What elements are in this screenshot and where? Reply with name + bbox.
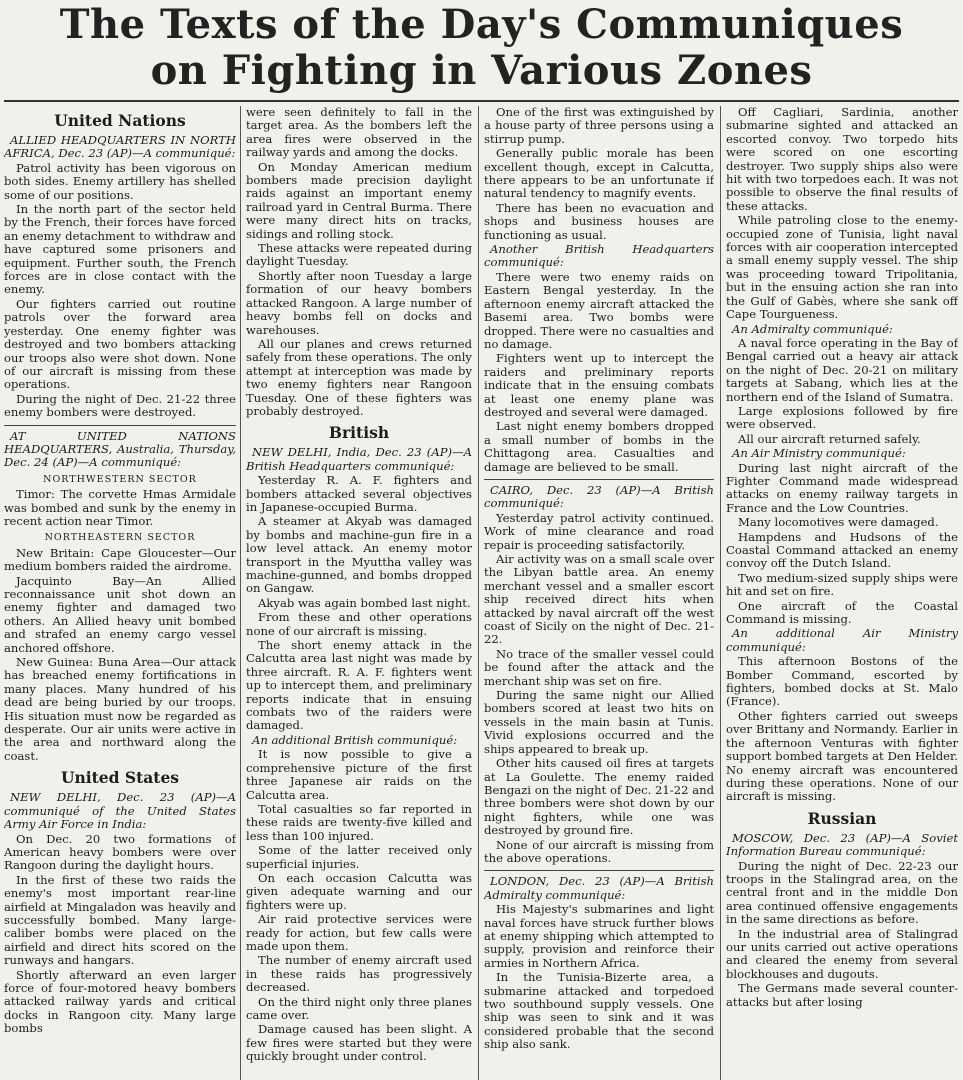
dateline: MOSCOW, Dec. 23 (AP)—A Soviet Information Bureau communiqué: (726, 830, 958, 859)
dateline: LONDON, Dec. 23 (AP)—A British Admiralty communiqué: (484, 874, 714, 902)
paragraph: A naval force operating in the Bay of Bengal carried out a heavy air attack on the night of Dec. 20-21 on military targets at Sabang, which lies at the northern end of the Island of Sumatra. (726, 335, 958, 404)
dateline: NEW DELHI, Dec. 23 (AP)—A communiqué of the United States Army Air Force in India: (4, 790, 236, 832)
paragraph: On Dec. 20 two formations of American heavy bombers were over Rangoon during the daylight hours. (4, 831, 236, 873)
paragraph: Jacquinto Bay—An Allied reconnaissance unit shot down an enemy fighter and damaged two others. An Allied heavy unit bombed and strafed an enemy cargo vessel anchored offshore. (4, 573, 236, 655)
headline-line-2: on Fighting in Various Zones (150, 47, 813, 94)
paragraph: During the same night our Allied bombers scored at least two hits on vessels in the main basin at Tunis. Vivid explosions occurred and the ships appeared to break up. (484, 688, 714, 756)
paragraph: Shortly after noon Tuesday a large formation of our heavy bombers attacked Rangoon. A large number of heavy bombs fell on docks and warehouses. (246, 268, 472, 337)
paragraph: A steamer at Akyab was damaged by bombs and machine-gun fire in a low level attack. An enemy motor transport in the Myuttha valley was machine-gunned, and bombs dropped on Gangaw. (246, 514, 472, 596)
column-1 (4, 106, 236, 1080)
section-heading: Russian (807, 808, 877, 828)
dateline: An additional British communiqué: (252, 732, 458, 747)
paragraph: Yesterday patrol activity continued. Work of mine clearance and road repair is proceeding satisfactorily. (484, 510, 714, 552)
section-heading: United Nations (54, 111, 186, 130)
paragraph: His Majesty's submarines and light naval forces have struck further blows at enemy shipping which attempted to supply, provision and reinforce their armies in Northern Africa. (484, 902, 714, 970)
headline-rule (4, 100, 959, 102)
paragraph: Generally public morale has been excellent though, except in Calcutta, there appears to be an unfortunate if natural tendency to magnify events. (484, 146, 714, 201)
column-divider (478, 106, 479, 1080)
section-heading: British (328, 423, 390, 443)
paragraph: Our fighters carried out routine patrols over the forward area yesterday. One enemy fighter was destroyed and two bombers attacking our troops also were shot down. None of our aircraft is missing from these operations. (4, 296, 236, 392)
paragraph: In the industrial area of Stalingrad our units carried out active operations and cleared the enemy from several blockhouses and dugouts. (726, 926, 958, 981)
paragraph: There were two enemy raids on Eastern Bengal yesterday. In the afternoon enemy aircraft attacked the Basemi area. Two bombs were dropped. There were no casualties and no damage. (484, 269, 714, 351)
paragraph: No trace of the smaller vessel could be found after the attack and the merchant ship was set on fire. (484, 646, 714, 688)
paragraph: The Germans made several counter-attacks but after losing (726, 981, 958, 1009)
dateline: CAIRO, Dec. 23 (AP)—A British communiqué: (484, 482, 714, 511)
paragraph: In the Tunisia-Bizerte area, a submarine attacked and torpedoed two southbound supply vessels. One ship was seen to sink and it was considered probable that the second ship also sank. (484, 970, 714, 1052)
subsection-heading: NORTHWESTERN SECTOR (43, 473, 197, 485)
paragraph: The short enemy attack in the Calcutta area last night was made by three aircraft. R. A. F. fighters went up to intercept them, and preliminary reports indicate that in ensuing combats two of the raiders were damaged. (246, 638, 472, 733)
section-rule (484, 870, 714, 871)
paragraph: During the night of Dec. 21-22 three enemy bombers were destroyed. (4, 391, 236, 420)
paragraph: New Britain: Cape Gloucester—Our medium bombers raided the airdrome. (4, 545, 236, 574)
paragraph-continued: were seen definitely to fall in the target area. As the bombers left the area fires were observed in the railway yards and among the docks. (246, 106, 472, 160)
headline-line-1: The Texts of the Day's Communiques (59, 1, 904, 48)
paragraph: Air activity was on a small scale over the Libyan battle area. An enemy merchant vessel and a smaller escort ship received direct hits when attacked by naval aircraft off the west coast of Sicily on the night of Dec. 21-22. (484, 552, 714, 647)
paragraph: In the north part of the sector held by the French, their forces have forced an enemy detachment to withdraw and have captured some prisoners and equipment. Further south, the French forces are in close contact with the enemy. (4, 202, 236, 297)
paragraph: Timor: The corvette Hmas Armidale was bombed and sunk by the enemy in recent action near Timor. (4, 487, 236, 528)
dateline: NEW DELHI, India, Dec. 23 (AP)—A British Headquarters communiqué: (246, 445, 472, 473)
paragraph: Shortly afterward an even larger force of four-motored heavy bombers attacked railway yards and critical docks in Rangoon city. Many large bombs (4, 967, 236, 1036)
paragraph: None of our aircraft is missing from the above operations. (484, 837, 714, 865)
paragraph: It is now possible to give a comprehensive picture of the first three Japanese air raids on the Calcutta area. (246, 747, 472, 802)
paragraph: Fighters went up to intercept the raiders and preliminary reports indicate that in the ensuing combats at least one enemy plane was destroyed and several were damaged. (484, 351, 714, 419)
column-divider (720, 106, 721, 1080)
paragraph: Large explosions followed by fire were observed. (726, 403, 958, 432)
paragraph: This afternoon Bostons of the Bomber Command, escorted by fighters, bombed docks at St. Malo (France). (726, 654, 958, 709)
column-2 (246, 106, 472, 1080)
subsection-heading: NORTHEASTERN SECTOR (44, 532, 196, 544)
paragraph: The number of enemy aircraft used in these raids has progressively decreased. (246, 953, 472, 995)
paragraph: During last night aircraft of the Fighter Command made widespread attacks on enemy railway targets in France and the Low Countries. (726, 460, 958, 515)
paragraph: Air raid protective services were ready for action, but few calls were made upon them. (246, 912, 472, 953)
section-rule (4, 425, 236, 426)
paragraph: Other hits caused oil fires at targets at La Goulette. The enemy raided Bengazi on the night of Dec. 21-22 and three bombers were shot down by our night fighters, while one was destroyed by ground fire. (484, 756, 714, 838)
paragraph: From these and other operations none of our aircraft is missing. (246, 610, 472, 638)
paragraph: New Guinea: Buna Area—Our attack has breached enemy fortifications in many places. Many hundred of his dead are being buried by our troops. His situation must now be regarded as desperate. Our air units were active in the area and northward along the coast. (4, 655, 236, 763)
paragraph: Last night enemy bombers dropped a small number of bombs in the Chittagong area. Casualties and damage are believed to be small. (484, 419, 714, 474)
paragraph: Total casualties so far reported in these raids are twenty-five killed and less than 100 injured. (246, 801, 472, 843)
section-rule (484, 479, 714, 480)
paragraph: Yesterday R. A. F. fighters and bombers attacked several objectives in Japanese-occupied Burma. (246, 473, 472, 514)
paragraph: While patroling close to the enemy-occupied zone of Tunisia, light naval forces with air cooperation intercepted a small enemy supply vessel. The ship was proceeding toward Tripolitania, but in the ensuing action she ran into the Gulf of Gabès, where she sank off Cape Tourgueness. (726, 213, 958, 322)
paragraph: In the first of these two raids the enemy's most important rear-line airfield at Mingaladon was heavily and successfully bombed. Many large-caliber bombs were placed on the airfield and direct hits scored on the runways and hangars. (4, 872, 236, 968)
column-divider (240, 106, 241, 1080)
dateline: ALLIED HEADQUARTERS IN NORTH AFRICA, Dec. 23 (AP)—A communiqué: (4, 133, 236, 161)
paragraph: All our planes and crews returned safely from these operations. The only attempt at interception was made by two enemy fighters near Rangoon Tuesday. One of these fighters was probably destroyed. (246, 336, 472, 418)
column-4 (726, 106, 958, 1080)
dateline: An additional Air Ministry communiqué: (726, 626, 958, 654)
paragraph: On each occasion Calcutta was given adequate warning and our fighters were up. (246, 870, 472, 912)
paragraph: Patrol activity has been vigorous on both sides. Enemy artillery has shelled some of our positions. (4, 160, 236, 202)
dateline: Another British Headquarters communiqué: (484, 242, 714, 270)
paragraph: Hampdens and Hudsons of the Coastal Command attacked an enemy convoy off the Dutch Island. (726, 529, 958, 571)
paragraph: Some of the latter received only superficial injuries. (246, 843, 472, 871)
column-3 (484, 106, 714, 1080)
section-heading: United States (60, 768, 180, 788)
paragraph: One of the first was extinguished by a house party of three persons using a stirrup pump. (484, 106, 714, 146)
paragraph: Two medium-sized supply ships were hit and set on fire. (726, 570, 958, 599)
paragraph: Damage caused has been slight. A few fires were started but they were quickly brought under control. (246, 1022, 472, 1064)
paragraph: All our aircraft returned safely. (738, 431, 921, 446)
paragraph: Other fighters carried out sweeps over Brittany and Normandy. Earlier in the afternoon Venturas with fighter support bombed targets at Den Helder. No enemy aircraft was encountered during these operations. None of our aircraft is missing. (726, 708, 958, 804)
dateline: An Admiralty communiqué: (732, 321, 893, 336)
paragraph: There has been no evacuation and shops and business houses are functioning as usual. (484, 200, 714, 242)
paragraph: On Monday American medium bombers made precision daylight raids against an important enemy railroad yard in Central Burma. There were many direct hits on tracks, sidings and rolling stock. (246, 159, 472, 241)
paragraph: Akyab was again bombed last night. (258, 595, 471, 610)
paragraph: These attacks were repeated during daylight Tuesday. (246, 241, 472, 269)
paragraph: One aircraft of the Coastal Command is missing. (726, 598, 958, 627)
paragraph: Off Cagliari, Sardinia, another submarine sighted and attacked an escorted convoy. Two torpedo hits were scored on one escorting destroyer. Two supply ships also were hit with two torpedoes each. It was not possible to observe the final results of these attacks. (726, 106, 958, 213)
paragraph: On the third night only three planes came over. (246, 994, 472, 1022)
dateline: AT UNITED NATIONS HEADQUARTERS, Australia, Thursday, Dec. 24 (AP)—A communiqué: (4, 428, 236, 470)
dateline: An Air Ministry communiqué: (732, 446, 906, 461)
paragraph: Many locomotives were damaged. (738, 515, 939, 530)
paragraph: During the night of Dec. 22-23 our troops in the Stalingrad area, on the central front and in the middle Don area continued offensive engagements in the same directions as before. (726, 858, 958, 927)
